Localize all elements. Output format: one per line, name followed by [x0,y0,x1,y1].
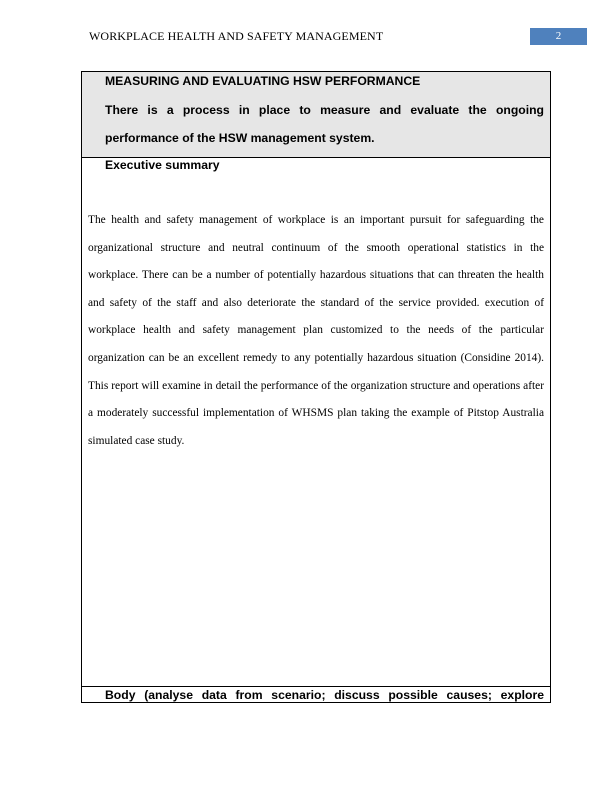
section-description: There is a process in place to measure and evaluate the ongoing performance of the HSW management system. [105,103,544,145]
section-header-cell [82,72,550,158]
executive-summary-paragraph: The health and safety management of workplace is an important pursuit for safeguarding the organizational structure and neutral continuum of the smooth operational statistics in the workplace. There can be a number of potentially hazardous situations that can threaten the health and safety of the staff and also deteriorate the standard of the service provided. execution of workplace health and safety management plan customized to the needs of the particular organization can be an excellent remedy to any potentially hazardous situation (Considine 2014). This report will examine in detail the performance of the organization structure and operations after a moderately successful implementation of WHSMS plan taking the example of Pitstop Australia simulated case study. [88,214,544,447]
document-table [81,71,551,703]
executive-summary-cell [82,158,550,687]
section-title: MEASURING AND EVALUATING HSW PERFORMANCE [105,74,421,88]
running-header-title: WORKPLACE HEALTH AND SAFETY MANAGEMENT [89,29,384,43]
page-number-badge: 2 [530,28,587,45]
executive-summary-heading: Executive summary [105,158,220,172]
body-row-heading: Body (analyse data from scenario; discuss possible causes; explore [105,688,544,702]
